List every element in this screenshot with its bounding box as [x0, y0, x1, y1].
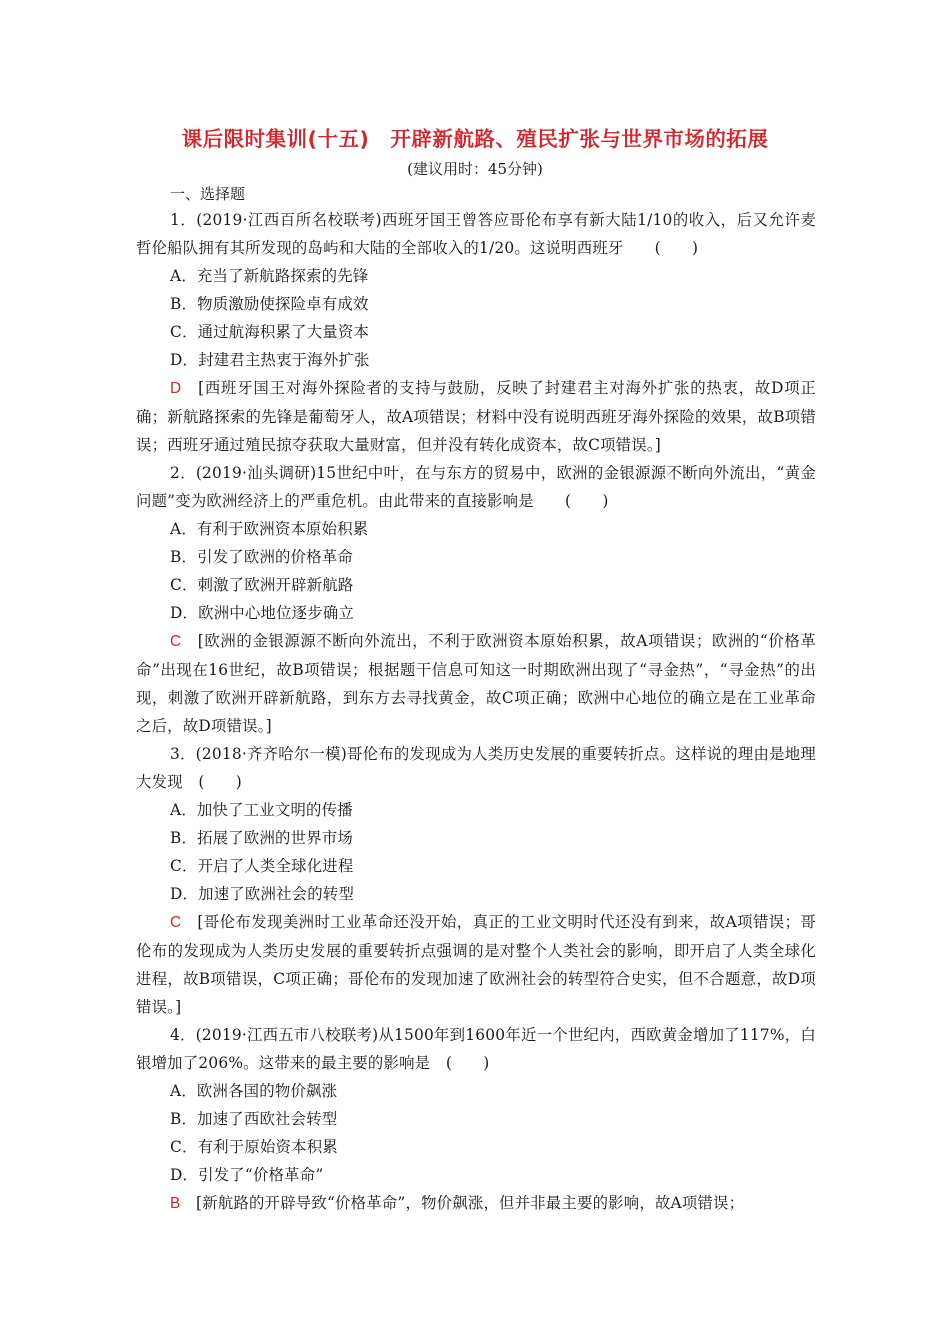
- question-stem: 1．(2019·江西百所名校联考)西班牙国王曾答应哥伦布享有新大陆1/10的收入，后又允许麦哲伦船队拥有其所发现的岛屿和大陆的全部收入的1/20。这说明西班牙 ( ): [136, 211, 816, 257]
- answer-key: D: [170, 380, 182, 397]
- option-b: B．拓展了欧洲的世界市场: [170, 829, 354, 847]
- question-block: [136, 459, 816, 740]
- option-d: D．引发了“价格革命”: [170, 1166, 324, 1184]
- answer-explanation: [136, 627, 816, 740]
- option-c: C．通过航海积累了大量资本: [170, 323, 370, 341]
- question-stem: 4．(2019·江西五市八校联考)从1500年到1600年近一个世纪内，西欧黄金增加了117%，白银增加了206%。这带来的最主要的影响是 ( ): [136, 1026, 816, 1072]
- question-stem: 3．(2018·齐齐哈尔一模)哥伦布的发现成为人类历史发展的重要转折点。这样说的理由是地理大发现 ( ): [136, 745, 816, 791]
- option-d: D．封建君主热衷于海外扩张: [170, 351, 370, 369]
- question-block: [136, 206, 816, 459]
- answer-key: C: [170, 633, 182, 650]
- option-a: A．有利于欧洲资本原始积累: [170, 520, 369, 538]
- option-c: C．有利于原始资本积累: [170, 1138, 338, 1156]
- option-a: A．充当了新航路探索的先锋: [170, 267, 369, 285]
- answer-explanation: [136, 374, 816, 459]
- answer-explanation: [136, 1189, 816, 1218]
- answer-key: C: [170, 914, 182, 931]
- option-b: B．物质激励使探险卓有成效: [170, 295, 369, 313]
- explanation-text: [哥伦布发现美洲时工业革命还没开始，真正的工业文明时代还没有到来，故A项错误；哥伦布的发现成为人类历史发展的重要转折点强调的是对整个人类社会的影响，即开启了人类全球化进程，故B项错误，C项正确；哥伦布的发现加速了欧洲社会的转型符合史实，但不合题意，故D项错误。]: [136, 913, 816, 1016]
- question-block: [136, 1021, 816, 1218]
- answer-key: B: [170, 1195, 181, 1212]
- option-c: C．开启了人类全球化进程: [170, 857, 354, 875]
- section-heading: 一、选择题: [170, 185, 246, 203]
- question-stem: 2．(2019·汕头调研)15世纪中叶，在与东方的贸易中，欧洲的金银源源不断向外流出，“黄金问题”变为欧洲经济上的严重危机。由此带来的直接影响是 ( ): [136, 464, 816, 510]
- option-a: A．欧洲各国的物价飙涨: [170, 1082, 338, 1100]
- explanation-text: [欧洲的金银源源不断向外流出，不利于欧洲资本原始积累，故A项错误；欧洲的“价格革命”出现在16世纪，故B项错误；根据题干信息可知这一时期欧洲出现了“寻金热”，“寻金热”的出现，刺激了欧洲开辟新航路，到东方去寻找黄金，故C项正确；欧洲中心地位的确立是在工业革命之后，故D项错误。]: [136, 632, 816, 735]
- question-block: [136, 740, 816, 1021]
- option-b: B．加速了西欧社会转型: [170, 1110, 338, 1128]
- option-d: D．加速了欧洲社会的转型: [170, 885, 355, 903]
- option-b: B．引发了欧洲的价格革命: [170, 548, 354, 566]
- page-subtitle: (建议用时：45分钟): [407, 160, 543, 178]
- explanation-text: [西班牙国王对海外探险者的支持与鼓励，反映了封建君主对海外扩张的热衷，故D项正确；新航路探索的先锋是葡萄牙人，故A项错误；材料中没有说明西班牙海外探险的效果，故B项错误；西班牙通过殖民掠夺获取大量财富，但并没有转化成资本，故C项错误。]: [136, 379, 816, 454]
- question-list: [136, 206, 816, 1218]
- option-a: A．加快了工业文明的传播: [170, 801, 353, 819]
- explanation-text: [新航路的开辟导致“价格革命”，物价飙涨，但并非最主要的影响，故A项错误；: [180, 1194, 745, 1212]
- option-c: C．刺激了欧洲开辟新航路: [170, 576, 354, 594]
- answer-explanation: [136, 908, 816, 1021]
- option-d: D．欧洲中心地位逐步确立: [170, 604, 355, 622]
- page-title: 课后限时集训(十五) 开辟新航路、殖民扩张与世界市场的拓展: [181, 127, 769, 151]
